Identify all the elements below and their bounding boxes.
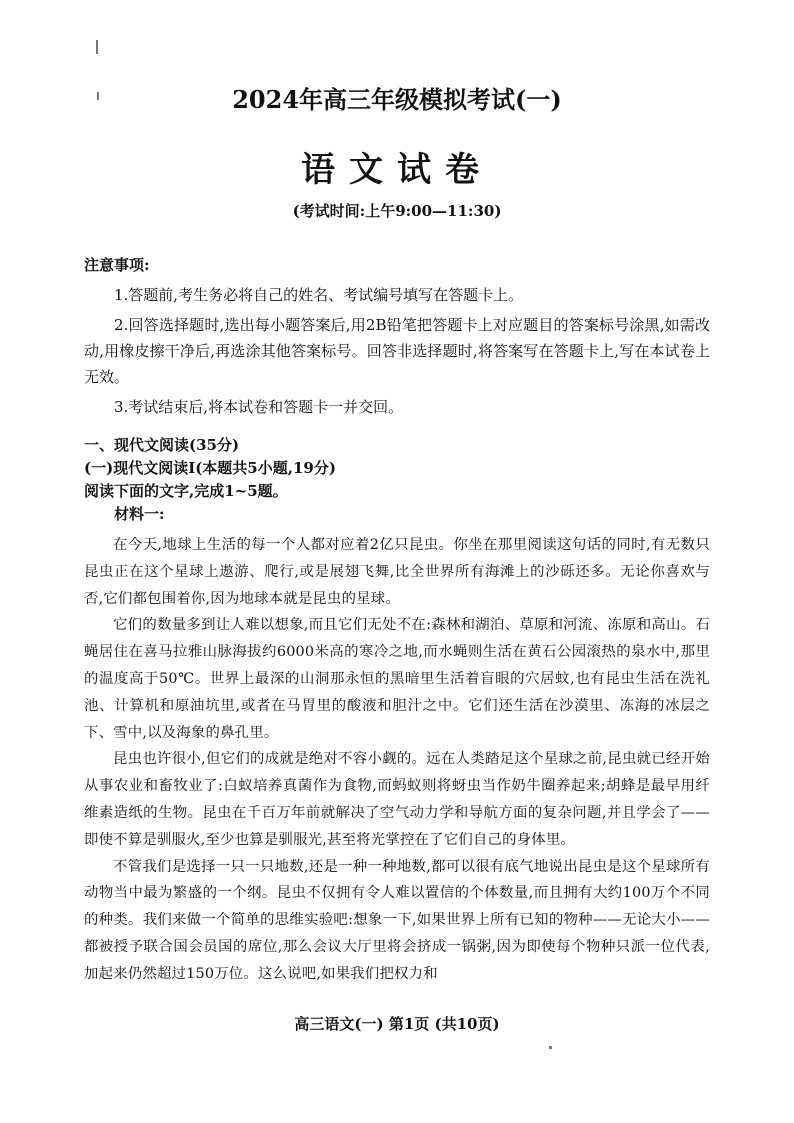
scan-mark-top-left <box>96 40 98 54</box>
instruction: 阅读下面的文字,完成1~5题。 <box>84 482 288 500</box>
part-title: 一、现代文阅读(35分) <box>84 436 240 454</box>
scan-mark-bottom <box>549 1046 552 1049</box>
passage-paragraph-1: 在今天,地球上生活的每一个人都对应着2亿只昆虫。你坐在那里阅读这句话的同时,有无数只昆虫正在这个星球上遨游、爬行,或是展翅飞舞,比全世界所有海滩上的沙砾还多。无论你喜欢与否,它们都包围着你,因为地球本就是昆虫的星球。 <box>84 537 710 607</box>
note-item-2: 2.回答选择题时,选出每小题答案后,用2B铅笔把答题卡上对应题目的答案标号涂黑,如需改动,用橡皮擦干净后,再选涂其他答案标号。回答非选择题时,将答案写在答题卡上,写在本试卷上无效。 <box>84 316 710 386</box>
exam-time: (考试时间:上午9:00—11:30) <box>292 202 502 220</box>
exam-title: 2024年高三年级模拟考试(一) <box>232 85 562 114</box>
material-label: 材料一: <box>114 505 165 523</box>
subject-title: 语文试卷 <box>301 150 493 190</box>
passage-paragraph-4: 不管我们是选择一只一只地数,还是一种一种地数,都可以很有底气地说出昆虫是这个星球所有动物当中最为繁盛的一个纲。昆虫不仅拥有令人难以置信的个体数量,而且拥有大约100万个不同的种类。我们来做一个简单的思维实验吧:想象一下,如果世界上所有已知的物种——无论大小——都被授予联合国会员国的席位,那么会议大厅里将会挤成一锅粥,因为即使每个物种只派一位代表,加起来仍然超过150万位。这么说吧,如果我们把权力和 <box>84 858 710 982</box>
note-item-1: 1.答题前,考生务必将自己的姓名、考试编号填写在答题卡上。 <box>114 286 524 304</box>
notes-block <box>84 252 710 420</box>
passage <box>84 532 710 988</box>
page-footer: 高三语文(一) 第1页 (共10页) <box>294 1015 500 1033</box>
passage-paragraph-2: 它们的数量多到让人难以想象,而且它们无处不在:森林和湖泊、草原和河流、冻原和高山。石蝇居住在喜马拉雅山脉海拔约6000米高的寒冷之地,而水蝇则生活在黄石公园滚热的泉水中,那里的温度高于50℃。世界上最深的山洞那永恒的黑暗里生活着盲眼的穴居蚊,也有昆虫生活在洗礼池、计算机和原油坑里,或者在马胃里的酸液和胆汁之中。它们还生活在沙漠里、冻海的冰层之下、雪中,以及海象的鼻孔里。 <box>84 617 710 741</box>
section-header <box>84 434 710 526</box>
note-item-3: 3.考试结束后,将本试卷和答题卡一并交回。 <box>114 398 404 416</box>
passage-paragraph-3: 昆虫也许很小,但它们的成就是绝对不容小觑的。远在人类踏足这个星球之前,昆虫就已经开始从事农业和畜牧业了:白蚁培养真菌作为食物,而蚂蚁则将蚜虫当作奶牛圈养起来;胡蜂是最早用纤维素造纸的生物。昆虫在千百万年前就解决了空气动力学和导航方面的复杂问题,并且学会了——即使不算是驯服火,至少也算是驯服光,甚至将光掌控在了它们自己的身体里。 <box>84 751 710 848</box>
notes-heading: 注意事项: <box>84 256 150 274</box>
sub-title: (一)现代文阅读Ⅰ(本题共5小题,19分) <box>84 459 336 477</box>
